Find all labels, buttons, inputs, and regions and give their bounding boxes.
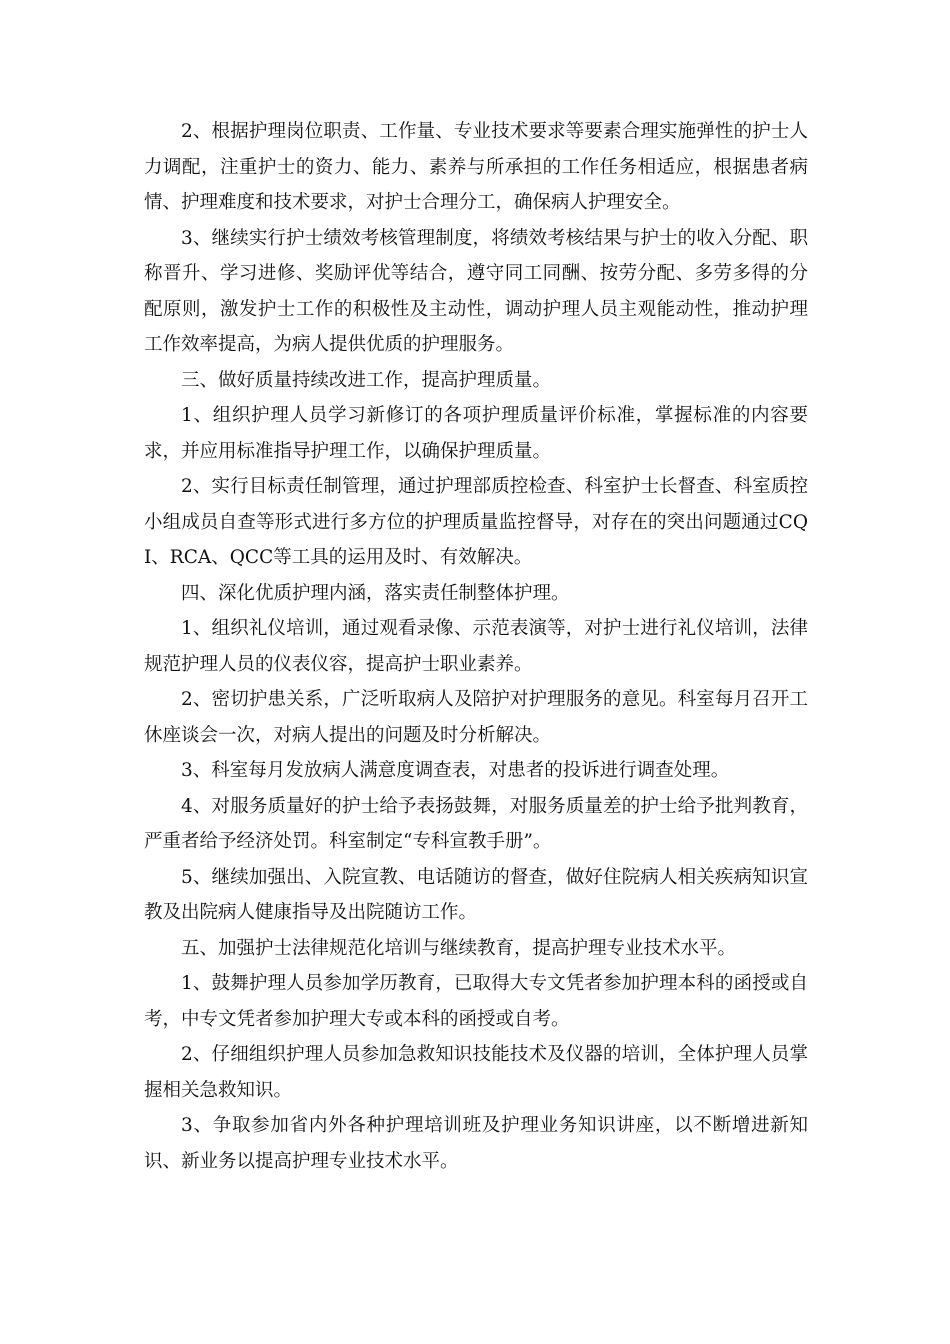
paragraph-external-training: 3、争取参加省内外各种护理培训班及护理业务知识讲座，以不断增进新知识、新业务以提高护理专业技术水平。: [144, 1115, 808, 1172]
section-heading-quality-care: 四、深化优质护理内涵，落实责任制整体护理。: [181, 582, 570, 604]
document-body: [144, 114, 808, 1179]
paragraph-satisfaction-survey: 3、科室每月发放病人满意度调查表，对患者的投诉进行调查处理。: [181, 760, 730, 781]
paragraph-emergency-training: 2、仔细组织护理人员参加急救知识技能技术及仪器的培训，全体护理人员掌握相关急救知识。: [144, 1044, 808, 1101]
paragraph-academic-education: 1、鼓舞护理人员参加学历教育，已取得大专文凭者参加护理本科的函授或自考，中专文凭者参加护理大专或本科的函授或自考。: [144, 973, 808, 1030]
paragraph-health-education: 5、继续加强出、入院宣教、电话随访的督查，做好住院病人相关疾病知识宣教及出院病人健康指导及出院随访工作。: [144, 866, 808, 923]
section-heading-training: 五、加强护士法律规范化培训与继续教育，提高护理专业技术水平。: [181, 937, 737, 959]
paragraph-patient-relations: 2、密切护患关系，广泛听取病人及陪护对护理服务的意见。科室每月召开工休座谈会一次，对病人提出的问题及时分析解决。: [144, 689, 808, 746]
paragraph-performance: 3、继续实行护士绩效考核管理制度，将绩效考核结果与护士的收入分配、职称晋升、学习进修、奖励评优等结合，遵守同工同酬、按劳分配、多劳多得的分配原则，激发护士工作的积极性及主动性，调动护理人员主观能动性，推动护理工作效率提高，为病人提供优质的护理服务。: [144, 227, 808, 355]
paragraph-target-responsibility: 2、实行目标责任制管理，通过护理部质控检查、科室护士长督查、科室质控小组成员自查等形式进行多方位的护理质量监控督导，对存在的突出问题通过CQI、RCA、QCC等工具的运用及时、有效解决。: [144, 476, 808, 568]
paragraph-etiquette-training: 1、组织礼仪培训，通过观看录像、示范表演等，对护士进行礼仪培训，法律规范护理人员的仪表仪容，提高护士职业素养。: [144, 618, 808, 675]
paragraph-rewards: 4、对服务质量好的护士给予表扬鼓舞，对服务质量差的护士给予批判教育，严重者给予经济处罚。科室制定“专科宣教手册”。: [144, 795, 808, 852]
paragraph-staffing: 2、根据护理岗位职责、工作量、专业技术要求等要素合理实施弹性的护士人力调配，注重护士的资力、能力、素养与所承担的工作任务相适应，根据患者病情、护理难度和技术要求，对护士合理分工，确保病人护理安全。: [144, 121, 808, 213]
section-heading-quality: 三、做好质量持续改进工作，提高护理质量。: [181, 369, 552, 391]
paragraph-quality-standards: 1、组织护理人员学习新修订的各项护理质量评价标准，掌握标准的内容要求，并应用标准指导护理工作，以确保护理质量。: [144, 405, 808, 462]
